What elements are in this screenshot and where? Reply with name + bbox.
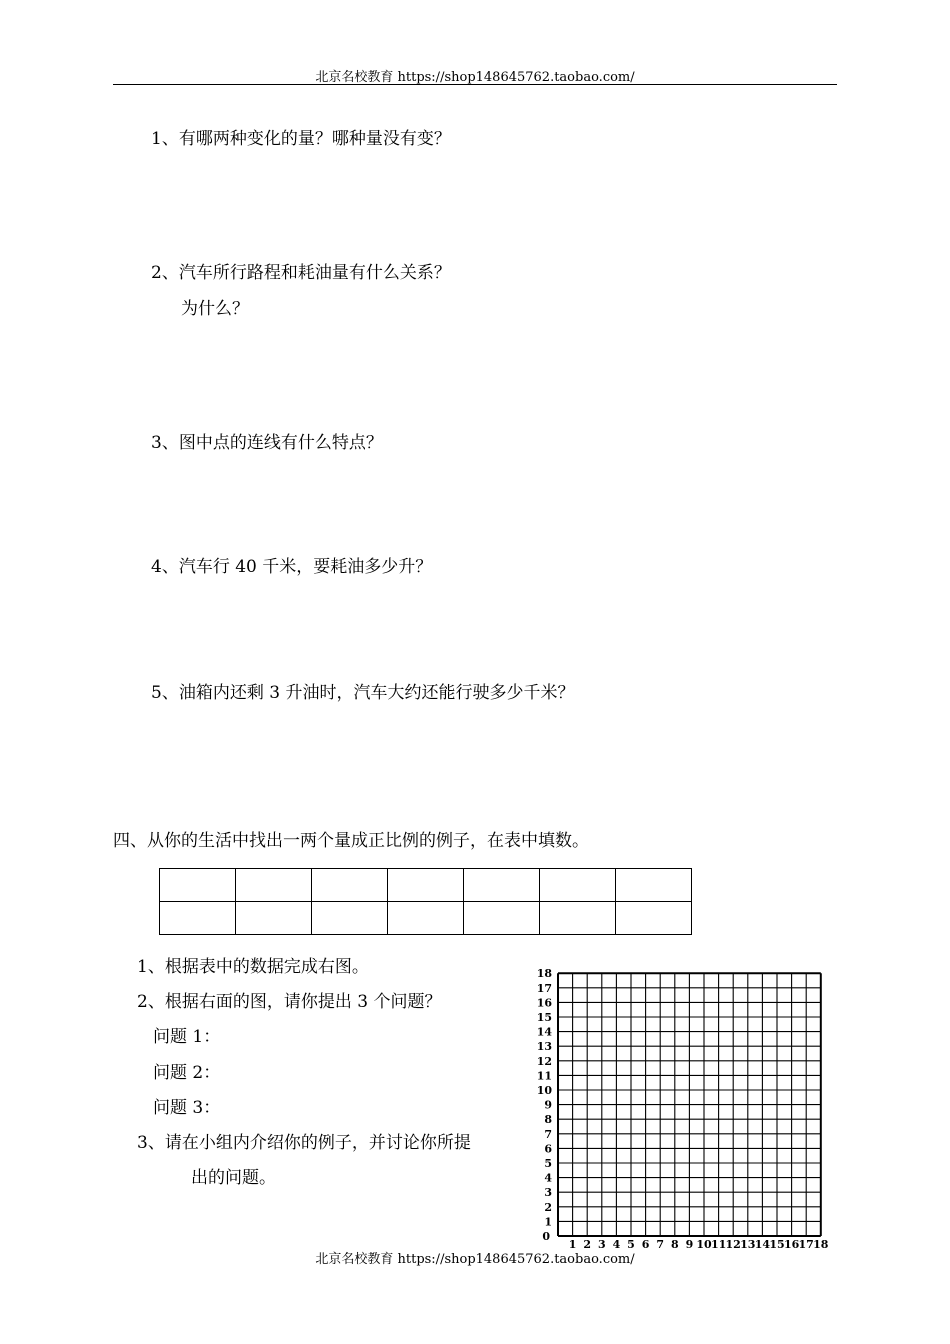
y-tick-label: 18 xyxy=(536,967,552,981)
question-3: 3、图中点的连线有什么特点？ xyxy=(151,433,383,453)
table-cell[interactable] xyxy=(312,869,388,902)
table-cell[interactable] xyxy=(236,869,312,902)
grid-labels xyxy=(537,967,829,1250)
x-tick-label: 9 xyxy=(685,1238,694,1250)
y-tick-label: 9 xyxy=(544,1098,552,1112)
x-tick-label: 18 xyxy=(813,1238,829,1250)
x-tick-label: 12 xyxy=(725,1238,741,1250)
grid-origin-label: 0 xyxy=(542,1230,550,1243)
item-3-continued: 出的问题。 xyxy=(191,1168,276,1188)
table-cell[interactable] xyxy=(160,902,236,935)
problem-1-label: 问题 1： xyxy=(153,1027,221,1047)
x-tick-label: 1 xyxy=(568,1238,577,1250)
table-row xyxy=(160,902,692,935)
item-2: 2、根据右面的图，请你提出 3 个问题？ xyxy=(137,992,442,1012)
question-1: 1、有哪两种变化的量？哪种量没有变？ xyxy=(151,129,451,149)
y-tick-label: 15 xyxy=(536,1011,552,1024)
y-tick-label: 2 xyxy=(544,1200,552,1214)
y-tick-label: 7 xyxy=(544,1127,552,1141)
x-tick-label: 5 xyxy=(627,1238,635,1250)
table-cell[interactable] xyxy=(540,902,616,935)
table-cell[interactable] xyxy=(616,902,692,935)
section-4-title: 四、从你的生活中找出一两个量成正比例的例子，在表中填数。 xyxy=(113,831,589,851)
x-tick-label: 4 xyxy=(612,1238,621,1250)
table-cell[interactable] xyxy=(464,902,540,935)
y-tick-label: 3 xyxy=(544,1186,552,1200)
y-tick-label: 16 xyxy=(536,996,552,1010)
y-tick-label: 4 xyxy=(544,1171,552,1185)
table-cell[interactable] xyxy=(540,869,616,902)
x-tick-label: 2 xyxy=(583,1238,592,1250)
grid-lines xyxy=(558,973,821,1236)
table-cell[interactable] xyxy=(616,869,692,902)
table-cell[interactable] xyxy=(464,869,540,902)
table-cell[interactable] xyxy=(312,902,388,935)
y-tick-label: 17 xyxy=(536,981,552,995)
page-header: 北京名校教育 https://shop148645762.taobao.com/ xyxy=(315,70,635,85)
y-tick-label: 1 xyxy=(544,1215,552,1229)
x-tick-label: 7 xyxy=(656,1238,665,1250)
y-tick-label: 8 xyxy=(544,1113,552,1127)
grid-paper xyxy=(530,958,840,1250)
item-3: 3、请在小组内介绍你的例子，并讨论你所提 xyxy=(137,1133,471,1153)
question-4: 4、汽车行 40 千米，要耗油多少升？ xyxy=(151,557,433,577)
x-tick-label: 10 xyxy=(696,1238,712,1250)
table-cell[interactable] xyxy=(160,869,236,902)
table-cell[interactable] xyxy=(388,902,464,935)
problem-3-label: 问题 3： xyxy=(153,1098,221,1118)
y-tick-label: 10 xyxy=(536,1084,552,1097)
table-row xyxy=(160,869,692,902)
x-tick-label: 14 xyxy=(754,1238,771,1250)
x-tick-label: 6 xyxy=(641,1238,650,1250)
x-tick-label: 11 xyxy=(710,1238,727,1250)
x-tick-label: 8 xyxy=(670,1238,679,1250)
x-tick-label: 3 xyxy=(597,1238,606,1250)
table-cell[interactable] xyxy=(388,869,464,902)
question-5: 5、油箱内还剩 3 升油时，汽车大约还能行驶多少千米？ xyxy=(151,683,575,703)
y-tick-label: 6 xyxy=(544,1142,552,1156)
fill-in-table xyxy=(159,868,692,935)
x-tick-label: 17 xyxy=(798,1238,814,1250)
x-tick-label: 16 xyxy=(783,1238,800,1250)
problem-2-label: 问题 2： xyxy=(153,1063,221,1083)
question-2: 2、汽车所行路程和耗油量有什么关系？ xyxy=(151,263,451,283)
y-tick-label: 11 xyxy=(536,1069,552,1083)
question-2-continued: 为什么？ xyxy=(181,299,249,319)
y-tick-label: 14 xyxy=(536,1025,552,1039)
header-rule xyxy=(113,84,837,85)
y-tick-label: 12 xyxy=(536,1054,552,1068)
item-1: 1、根据表中的数据完成右图。 xyxy=(137,957,369,977)
y-tick-label: 5 xyxy=(544,1157,552,1170)
table-cell[interactable] xyxy=(236,902,312,935)
page-footer: 北京名校教育 https://shop148645762.taobao.com/ xyxy=(315,1252,635,1267)
x-tick-label: 13 xyxy=(740,1238,756,1250)
x-tick-label: 15 xyxy=(769,1238,785,1250)
y-tick-label: 13 xyxy=(536,1040,552,1054)
